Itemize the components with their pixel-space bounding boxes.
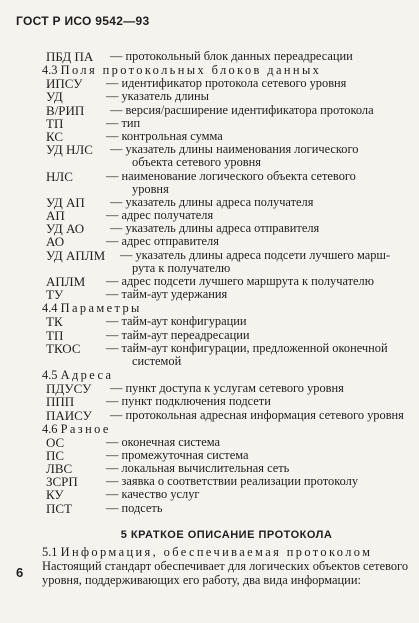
term-abbreviation: ПДУСУ <box>46 381 92 397</box>
section-number: 4.3 <box>42 63 58 78</box>
term-definition: — адрес отправителя <box>106 234 219 249</box>
term-row <box>42 77 411 90</box>
term-abbreviation: ЗСРП <box>46 474 78 490</box>
term-abbreviation: ТП <box>46 115 64 131</box>
term-definition: — тайм-аут переадресации <box>106 327 250 342</box>
section-4-6-heading <box>42 422 411 436</box>
term-abbreviation: УД АПЛМ <box>46 247 106 263</box>
term-abbreviation: УД НЛС <box>46 142 93 158</box>
page-number: 6 <box>16 565 24 580</box>
term-abbreviation: УД АП <box>46 194 85 210</box>
term-row <box>42 288 411 301</box>
term-definition: — указатель длины адреса подсети лучшего марш- <box>120 247 391 262</box>
term-definition: — тайм-аут конфигурации, предложенной оконечной <box>106 340 388 355</box>
term-definition: — качество услуг <box>106 487 200 502</box>
terms-list-fields <box>42 77 411 301</box>
term-definition: — наименование логического объекта сетевого <box>106 168 356 183</box>
term-definition: — идентификатор протокола сетевого уровня <box>106 76 347 91</box>
term-row <box>42 196 411 209</box>
term-row <box>42 249 411 262</box>
term-abbreviation: АО <box>46 234 65 250</box>
term-row <box>42 436 411 449</box>
term-abbreviation: ОС <box>46 434 65 450</box>
term-definition: — протокольная адресная информация сетевого уровня <box>110 407 404 422</box>
term-definition: — тайм-аут конфигурации <box>106 314 247 329</box>
section-4-5-heading <box>42 368 411 382</box>
term-abbreviation: НЛС <box>46 168 73 184</box>
term-row <box>42 315 411 328</box>
term-definition: — тайм-аут удержания <box>106 287 228 302</box>
term-definition: — оконечная система <box>106 434 221 449</box>
term-abbreviation: ТКОС <box>46 340 81 356</box>
term-definition: — протокольный блок данных переадресации <box>110 49 353 63</box>
term-row <box>42 409 411 422</box>
term-definition: — адрес получателя <box>106 208 214 223</box>
term-abbreviation: В/РИП <box>46 102 85 118</box>
term-definition: — указатель длины адреса получателя <box>110 194 314 209</box>
terms-list-misc <box>42 436 411 515</box>
term-abbreviation: ПС <box>46 447 65 463</box>
section-title: Информация, обеспечиваемая протоколом <box>60 544 373 559</box>
term-abbreviation: ППП <box>46 394 75 410</box>
term-definition: — версия/расширение идентификатора протокола <box>110 102 374 117</box>
section-title: Параметры <box>60 301 142 316</box>
term-definition-continuation: уровня <box>132 181 169 196</box>
term-abbreviation: ЛВС <box>46 461 73 477</box>
term-abbreviation: АПЛМ <box>46 274 86 289</box>
section-number: 4.6 <box>42 421 58 436</box>
term-abbreviation: ПБД ПА <box>46 49 94 64</box>
term-row <box>42 90 411 103</box>
term-abbreviation: УД АО <box>46 221 85 237</box>
term-row <box>42 395 411 408</box>
term-abbreviation: ТП <box>46 327 64 343</box>
term-definition: — указатель длины адреса отправителя <box>110 221 320 236</box>
document-header: ГОСТ Р ИСО 9542—93 <box>16 14 150 28</box>
term-abbreviation: КС <box>46 128 64 144</box>
section-4-3-heading <box>42 63 411 77</box>
term-definition: — локальная вычислительная сеть <box>106 461 290 476</box>
term-abbreviation: ТК <box>46 314 63 330</box>
term-definition-continuation: объекта сетевого уровня <box>132 155 261 170</box>
term-abbreviation: КУ <box>46 487 64 503</box>
section-number: 4.4 <box>42 301 58 316</box>
term-row <box>42 170 411 183</box>
term-abbreviation: АП <box>46 208 65 224</box>
term-row <box>42 342 411 355</box>
term-definition-continuation: системой <box>132 353 182 368</box>
term-definition: — промежуточная система <box>106 447 249 462</box>
term-row <box>42 502 411 515</box>
term-definition: — тип <box>106 115 141 130</box>
section-4-4-heading <box>42 301 411 315</box>
terms-list-addresses <box>42 382 411 422</box>
section-title: Разное <box>60 421 111 436</box>
term-abbreviation: ПСТ <box>46 500 72 516</box>
term-abbreviation: ИПСУ <box>46 76 83 92</box>
term-abbreviation: ТУ <box>46 287 64 303</box>
section-title: Поля протокольных блоков данных <box>60 63 322 78</box>
term-row <box>42 488 411 501</box>
term-definition: — заявка о соответствии реализации протоколу <box>106 474 359 489</box>
terms-list-pdu <box>42 50 411 63</box>
term-definition: — контрольная сумма <box>106 128 223 143</box>
term-abbreviation: ПАИСУ <box>46 407 92 423</box>
section-5-title: 5 КРАТКОЕ ОПИСАНИЕ ПРОТОКОЛА <box>120 528 333 541</box>
section-number: 5.1 <box>42 544 58 559</box>
term-definition-continuation: рута к получателю <box>132 260 231 275</box>
section-number: 4.5 <box>42 368 58 383</box>
section-title: Адреса <box>60 368 114 383</box>
term-definition: — подсеть <box>106 500 163 515</box>
term-row <box>42 475 411 488</box>
term-abbreviation: УД <box>46 89 63 105</box>
page-content <box>42 50 411 588</box>
term-definition: — пункт подключения подсети <box>106 394 271 409</box>
section-5-1-heading <box>42 545 411 559</box>
terms-list-parameters <box>42 315 411 368</box>
term-row <box>42 222 411 235</box>
term-row <box>42 50 411 63</box>
term-definition: — адрес подсети лучшего маршрута к получателю <box>106 274 374 288</box>
term-definition: — указатель длины <box>106 89 210 104</box>
term-row <box>42 104 411 117</box>
term-definition: — указатель длины наименования логического <box>110 142 359 157</box>
term-row <box>42 235 411 248</box>
term-definition: — пункт доступа к услугам сетевого уровня <box>110 381 344 396</box>
term-row <box>42 117 411 130</box>
section-5-1-paragraph: Настоящий стандарт обеспечивает для логических объектов сетевого уровня, поддерживающих его работу, два вида информации: <box>42 558 409 588</box>
term-row <box>42 329 411 342</box>
